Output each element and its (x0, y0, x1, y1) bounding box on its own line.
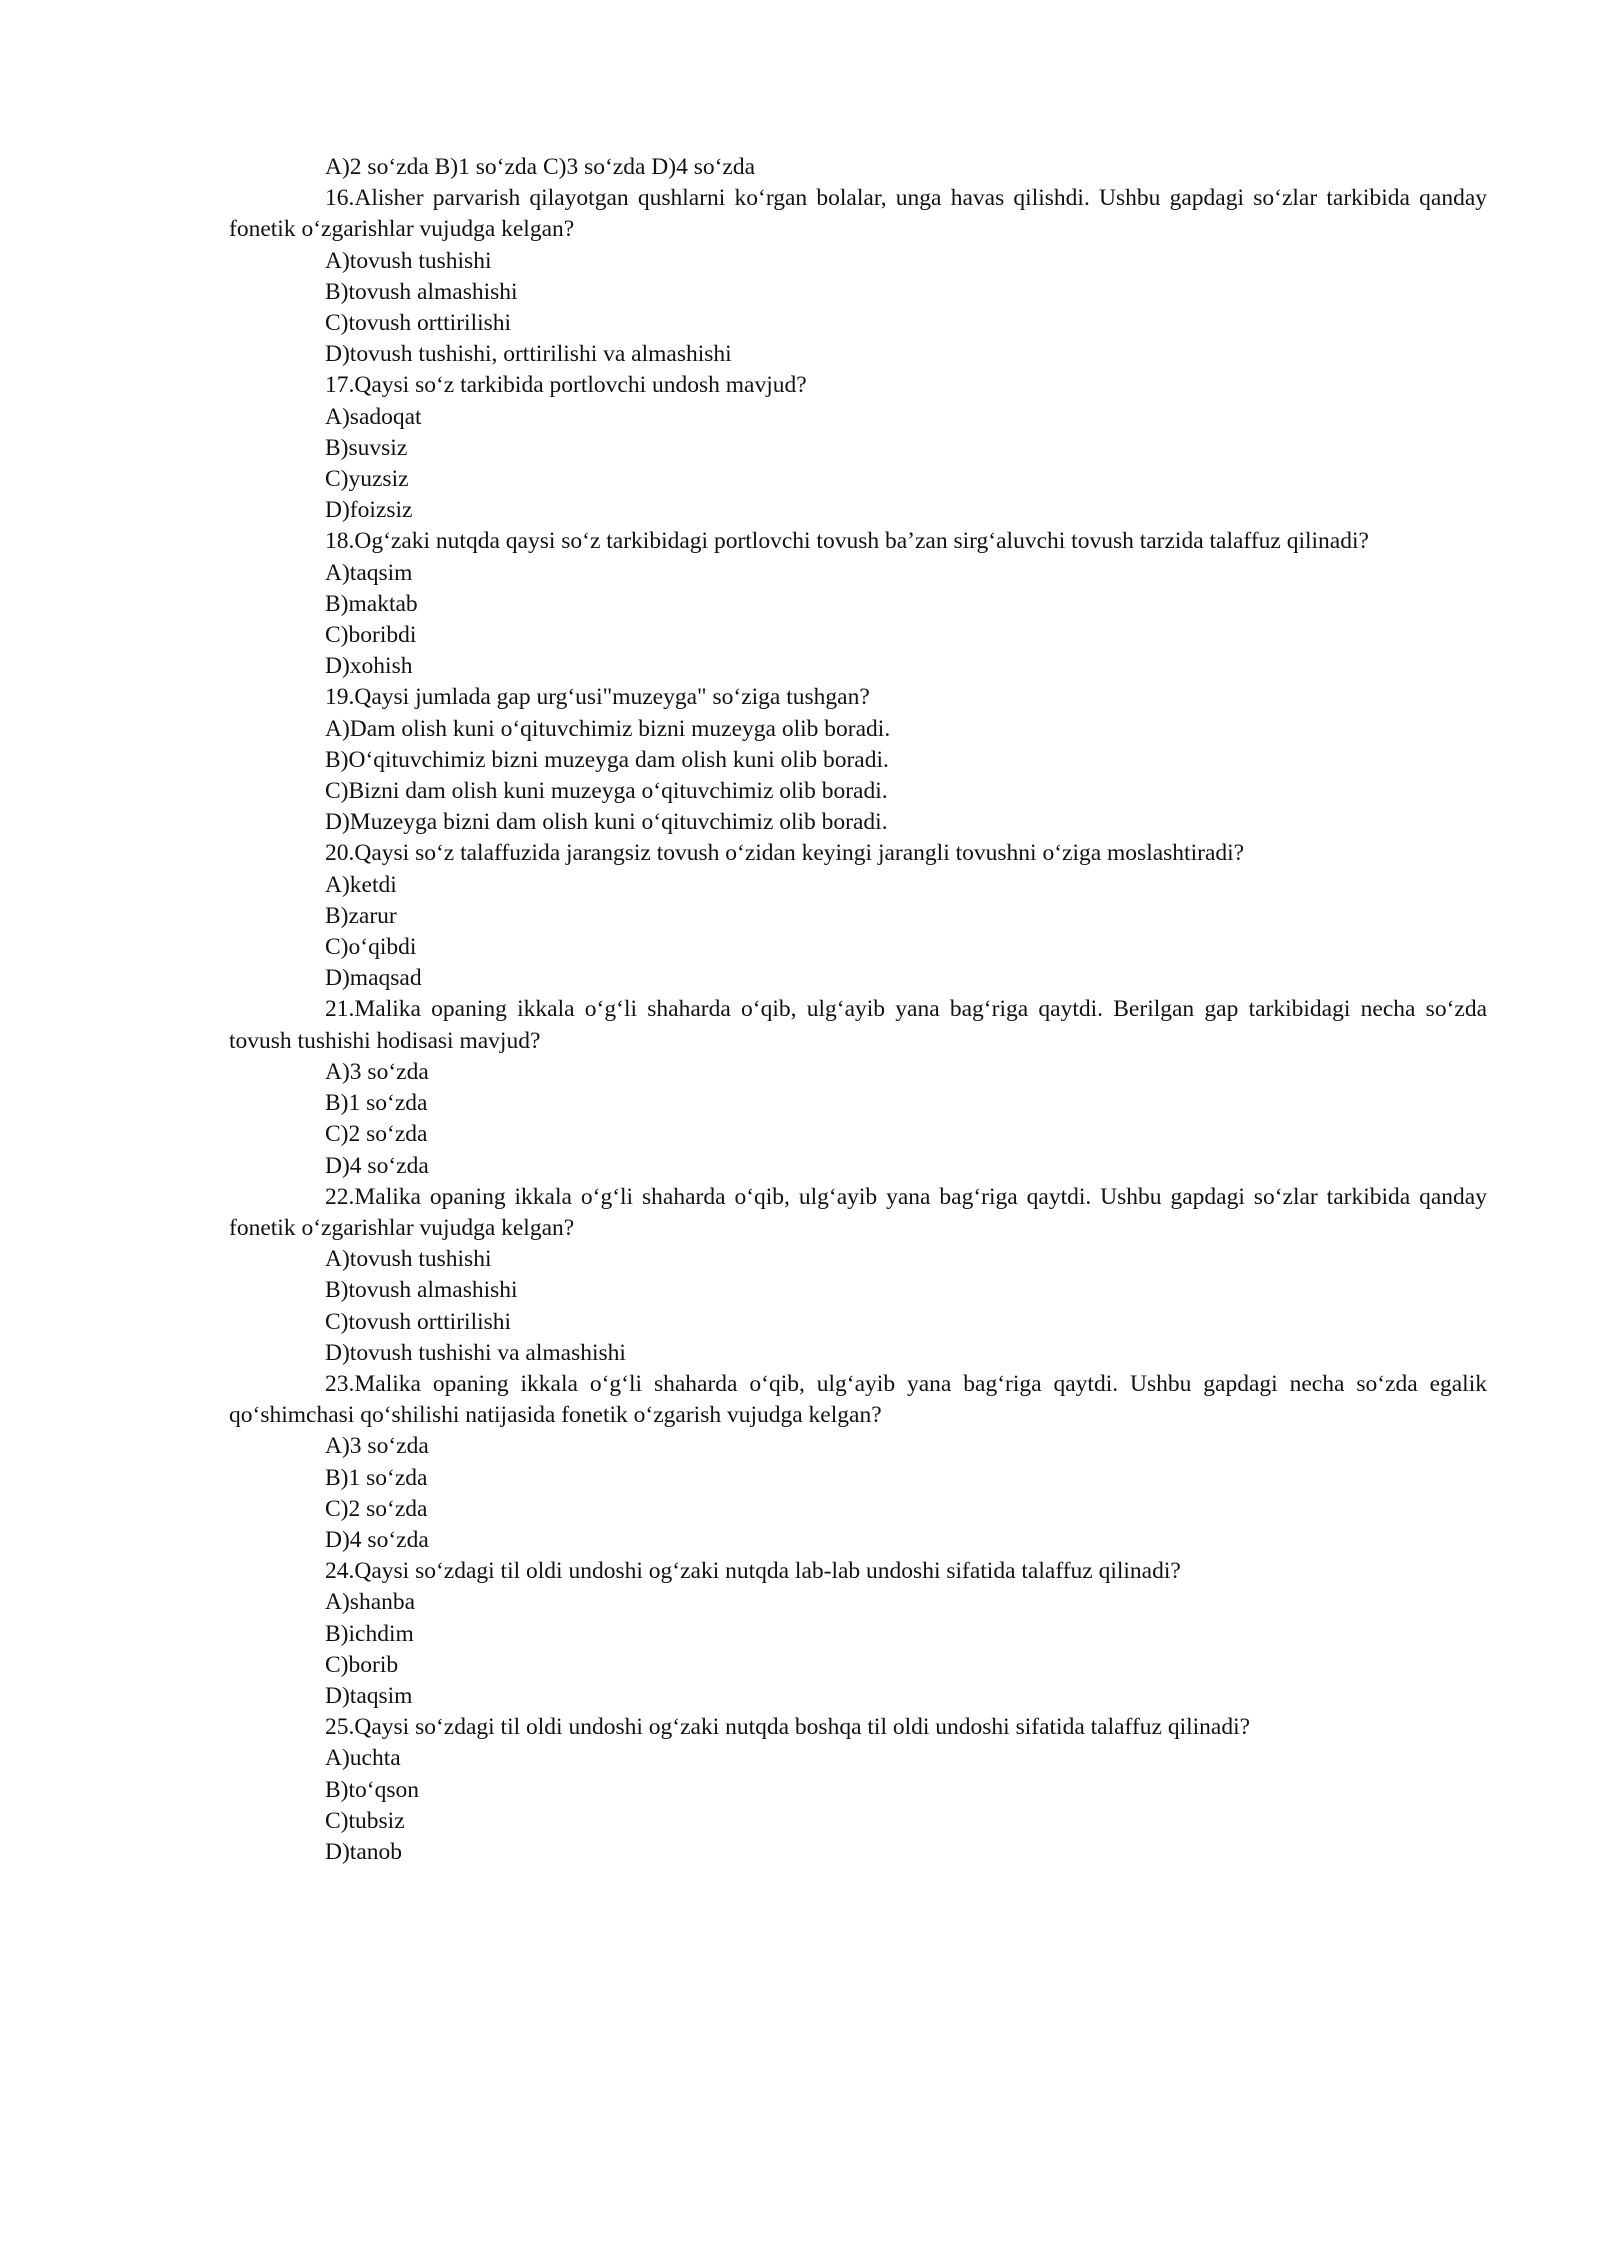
question-block (229, 838, 1487, 994)
answer-option: A)tovush tushishi (325, 247, 492, 274)
answer-option: B)to‘qson (325, 1776, 419, 1803)
answer-option: D)tovush tushishi, orttirilishi va almashishi (325, 341, 732, 368)
question-text: 22.Malika opaning ikkala o‘g‘li shaharda o‘qib, ulg‘ayib yana bag‘riga qaytdi. Ushbu gapdagi so‘zlar tarkibida qanday fonetik o‘zgarishlar vujudga kelgan? (229, 1183, 1487, 1241)
question-text: 21.Malika opaning ikkala o‘g‘li shaharda o‘qib, ulg‘ayib yana bag‘riga qaytdi. Berilgan gap tarkibidagi necha so‘zda tovush tushishi hodisasi mavjud? (229, 996, 1487, 1054)
answer-option: B)1 so‘zda (325, 1090, 428, 1117)
answer-option: D)tovush tushishi va almashishi (325, 1339, 626, 1366)
question-text: 20.Qaysi so‘z talaffuzida jarangsiz tovush o‘zidan keyingi jarangli tovushni o‘ziga moslashtiradi? (325, 840, 1245, 867)
answer-option: A)tovush tushishi (325, 1246, 492, 1273)
answer-option: B)suvsiz (325, 434, 408, 461)
question-text: 19.Qaysi jumlada gap urg‘usi"muzeyga" so‘ziga tushgan? (325, 684, 870, 711)
answer-option: B)1 so‘zda (325, 1464, 428, 1491)
answer-option: B)tovush almashishi (325, 1277, 518, 1304)
answer-option: C)borib (325, 1651, 399, 1678)
answer-option: D)4 so‘zda (325, 1526, 429, 1553)
question-text: 16.Alisher parvarish qilayotgan qushlarni ko‘rgan bolalar, unga havas qilishdi. Ushbu gapdagi so‘zlar tarkibida qanday fonetik o‘zgarishlar vujudga kelgan? (229, 185, 1487, 243)
answer-option: A)sadoqat (325, 403, 422, 430)
answer-option: D)Muzeyga bizni dam olish kuni o‘qituvchimiz olib boradi. (325, 809, 888, 836)
answer-option: D)taqsim (325, 1682, 413, 1709)
question-block (229, 1182, 1487, 1369)
answer-option: C)o‘qibdi (325, 934, 417, 961)
previous-question-options: A)2 so‘zda B)1 so‘zda C)3 so‘zda D)4 so‘zda (325, 154, 756, 180)
answer-option: D)maqsad (325, 965, 422, 992)
answer-option: C)tubsiz (325, 1807, 405, 1834)
question-block (229, 1712, 1487, 1868)
answer-option: B)ichdim (325, 1620, 414, 1647)
answer-option: D)xohish (325, 653, 413, 680)
answer-option: B)tovush almashishi (325, 278, 518, 305)
answer-option: C)Bizni dam olish kuni muzeyga o‘qituvchimiz olib boradi. (325, 778, 888, 805)
question-text: 23.Malika opaning ikkala o‘g‘li shaharda o‘qib, ulg‘ayib yana bag‘riga qaytdi. Ushbu gapdagi necha so‘zda egalik qo‘shimchasi qo‘shilishi natijasida fonetik o‘zgarish vujudga kelgan? (229, 1370, 1487, 1429)
answer-option: C)tovush orttirilishi (325, 310, 512, 337)
answer-option: A)3 so‘zda (325, 1433, 429, 1460)
answer-option: C)boribdi (325, 622, 417, 649)
answer-option: B)O‘qituvchimiz bizni muzeyga dam olish kuni olib boradi. (325, 746, 889, 773)
answer-option: A)3 so‘zda (325, 1058, 429, 1085)
answer-option: C)2 so‘zda (325, 1121, 428, 1148)
answer-option: B)maktab (325, 590, 418, 617)
question-block (229, 370, 1487, 526)
answer-option: C)yuzsiz (325, 466, 409, 493)
question-list (229, 183, 1487, 1868)
question-block (229, 1369, 1487, 1556)
answer-option: D)4 so‘zda (325, 1152, 429, 1179)
answer-option: A)ketdi (325, 871, 397, 898)
question-block (229, 1556, 1487, 1712)
answer-option: C)tovush orttirilishi (325, 1308, 512, 1335)
answer-option: D)foizsiz (325, 497, 413, 524)
answer-option: A)uchta (325, 1745, 401, 1772)
question-block (229, 682, 1487, 838)
answer-option: C)2 so‘zda (325, 1495, 428, 1522)
question-text: 17.Qaysi so‘z tarkibida portlovchi undosh mavjud? (325, 372, 807, 399)
question-text: 24.Qaysi so‘zdagi til oldi undoshi og‘zaki nutqda lab-lab undoshi sifatida talaffuz qilinadi? (325, 1558, 1181, 1585)
question-block (229, 183, 1487, 370)
question-block (229, 994, 1487, 1181)
answer-option: D)tanob (325, 1838, 403, 1865)
answer-option: B)zarur (325, 902, 397, 929)
document-page (229, 152, 1487, 1868)
question-block (229, 526, 1487, 682)
answer-option: A)taqsim (325, 559, 413, 586)
answer-option: A)shanba (325, 1589, 416, 1616)
question-text: 25.Qaysi so‘zdagi til oldi undoshi og‘zaki nutqda boshqa til oldi undoshi sifatida talaffuz qilinadi? (325, 1714, 1251, 1741)
question-text: 18.Og‘zaki nutqda qaysi so‘z tarkibidagi portlovchi tovush ba’zan sirg‘aluvchi tovush tarzida talaffuz qilinadi? (325, 528, 1369, 555)
answer-option: A)Dam olish kuni o‘qituvchimiz bizni muzeyga olib boradi. (325, 715, 891, 742)
